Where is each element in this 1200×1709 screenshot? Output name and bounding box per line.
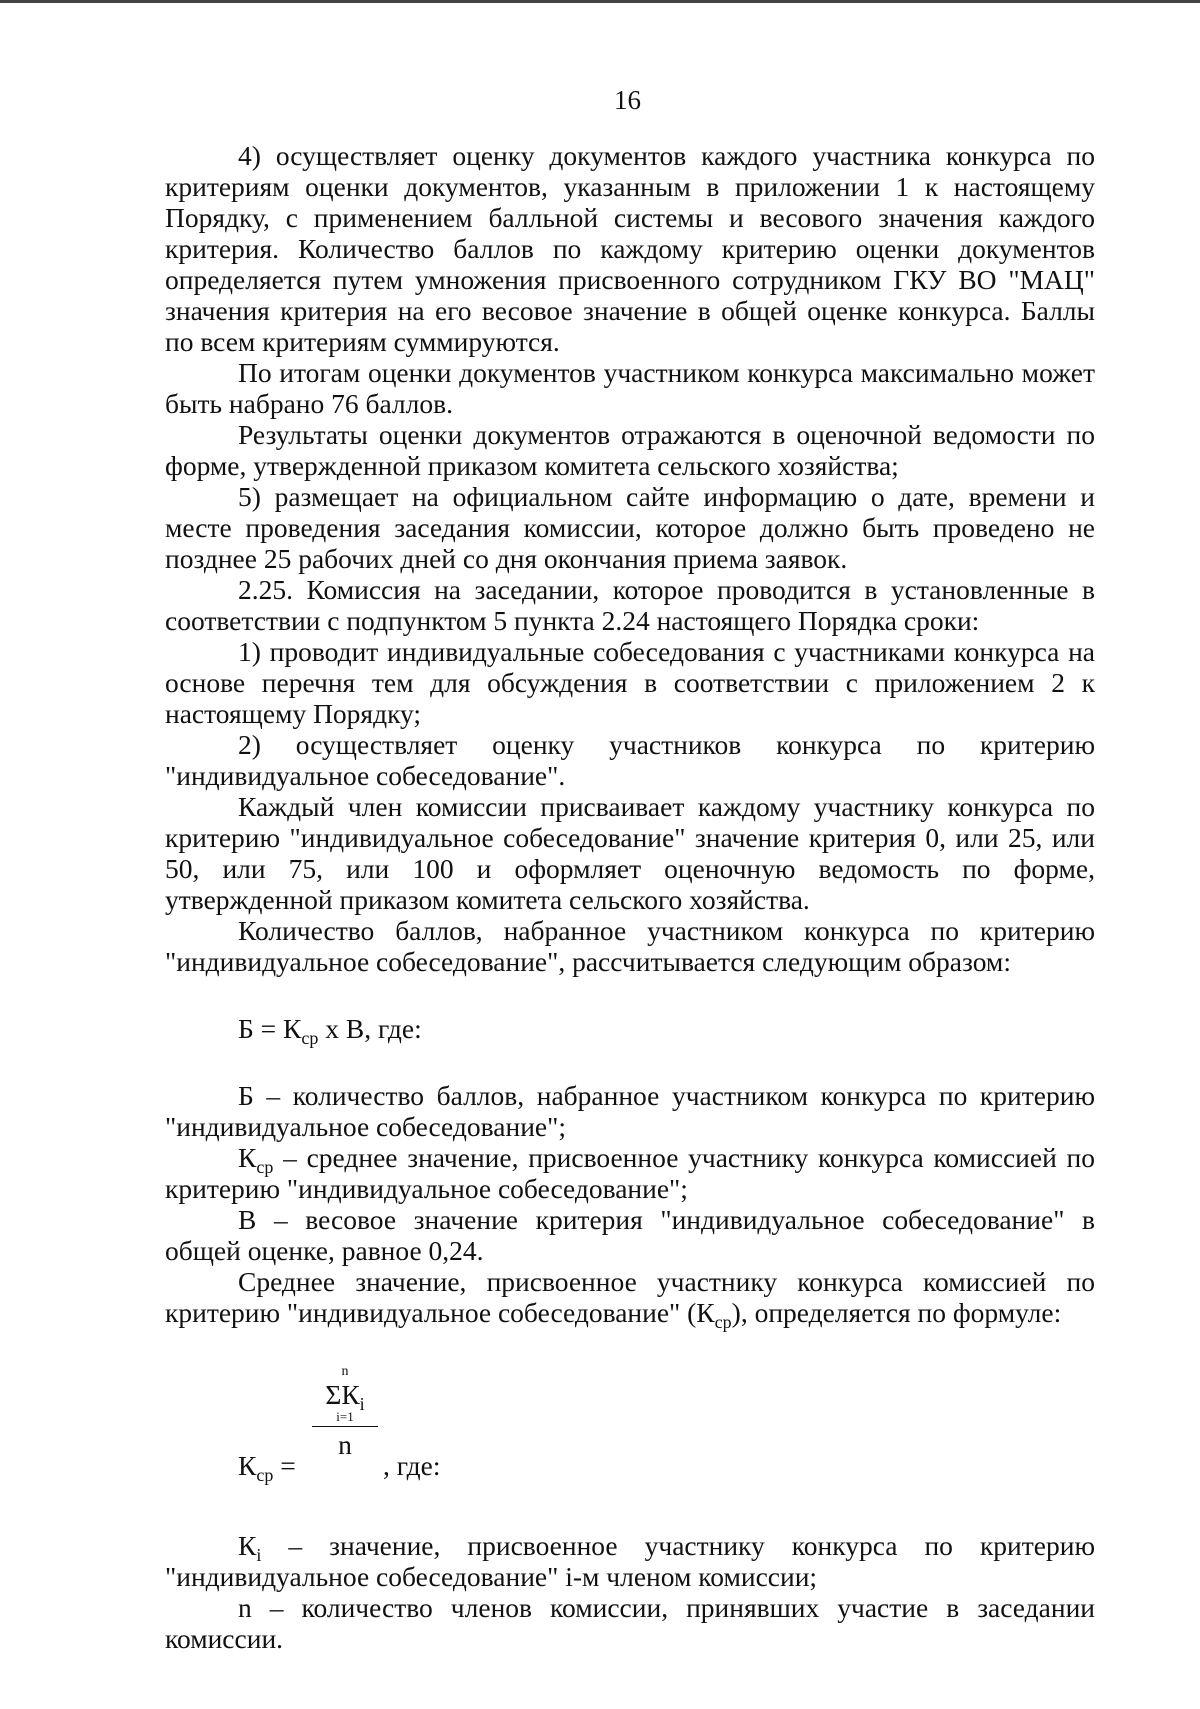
- scan-top-border: [0, 0, 1200, 3]
- page-number: 16: [614, 85, 641, 115]
- definition-ki: $К_i$ – значение, присвоенное участнику конкурса по критерию "индивидуальное собеседование" i-м членом комиссии;: [165, 1530, 1095, 1592]
- fraction: n $\Sigma К_i$ i=1 n: [312, 1364, 378, 1463]
- paragraph: Каждый член комиссии присваивает каждому участнику конкурса по критерию "индивидуальное собеседование" значение критерия 0, или 25, или 50, или 75, или 100 и оформляет оценочную ведомость по форме, утвержденной приказом комитета сельского хозяйства.: [165, 791, 1095, 915]
- definition-v: В – весовое значение критерия "индивидуальное собеседование" в общей оценке, равное 0,24.: [165, 1204, 1095, 1266]
- paragraph: 5) размещает на официальном сайте информацию о дате, времени и месте проведения заседания комиссии, которое должно быть проведено не позднее 25 рабочих дней со дня окончания приема заявок.: [165, 481, 1095, 574]
- paragraph: 4) осуществляет оценку документов каждого участника конкурса по критериям оценки документов, указанным в приложении 1 к настоящему Порядку, с применением балльной системы и весового значения каждого критерия. Количество баллов по каждому критерию оценки документов определяется путем умножения присвоенного сотрудником ГКУ ВО "МАЦ" значения критерия на его весовое значение в общей оценке конкурса. Баллы по всем критериям суммируются.: [165, 140, 1095, 357]
- definition-b: Б – количество баллов, набранное участником конкурса по критерию "индивидуальное собеседование";: [165, 1080, 1095, 1142]
- paragraph: 2) осуществляет оценку участников конкурса по критерию "индивидуальное собеседование".: [165, 729, 1095, 791]
- paragraph: Результаты оценки документов отражаются в оценочной ведомости по форме, утвержденной приказом комитета сельского хозяйства;: [165, 419, 1095, 481]
- score-formula: $Б = К_{ср}$ х В, где:: [238, 1013, 422, 1048]
- paragraph: Среднее значение, присвоенное участнику конкурса комиссией по критерию "индивидуальное собеседование" $(К_{ср})$, определяется по формуле:: [165, 1266, 1095, 1332]
- paragraph: 1) проводит индивидуальные собеседования с участниками конкурса на основе перечня тем для обсуждения в соответствии с приложением 2 к настоящему Порядку;: [165, 636, 1095, 729]
- average-formula: $К_{ср}$ = n $\Sigma К_i$ i=1 n , где:: [238, 1364, 441, 1485]
- paragraph: Количество баллов, набранное участником конкурса по критерию "индивидуальное собеседование", рассчитывается следующим образом:: [165, 915, 1095, 977]
- definition-kcp: $К_{ср}$ – среднее значение, присвоенное участнику конкурса комиссией по критерию "индивидуальное собеседование";: [165, 1142, 1095, 1204]
- document-body: [165, 140, 1095, 1654]
- paragraph: По итогам оценки документов участником конкурса максимально может быть набрано 76 баллов.: [165, 357, 1095, 419]
- paragraph: 2.25. Комиссия на заседании, которое проводится в установленные в соответствии с подпунктом 5 пункта 2.24 настоящего Порядка сроки:: [165, 574, 1095, 636]
- definition-n: n – количество членов комиссии, принявших участие в заседании комиссии.: [165, 1592, 1095, 1654]
